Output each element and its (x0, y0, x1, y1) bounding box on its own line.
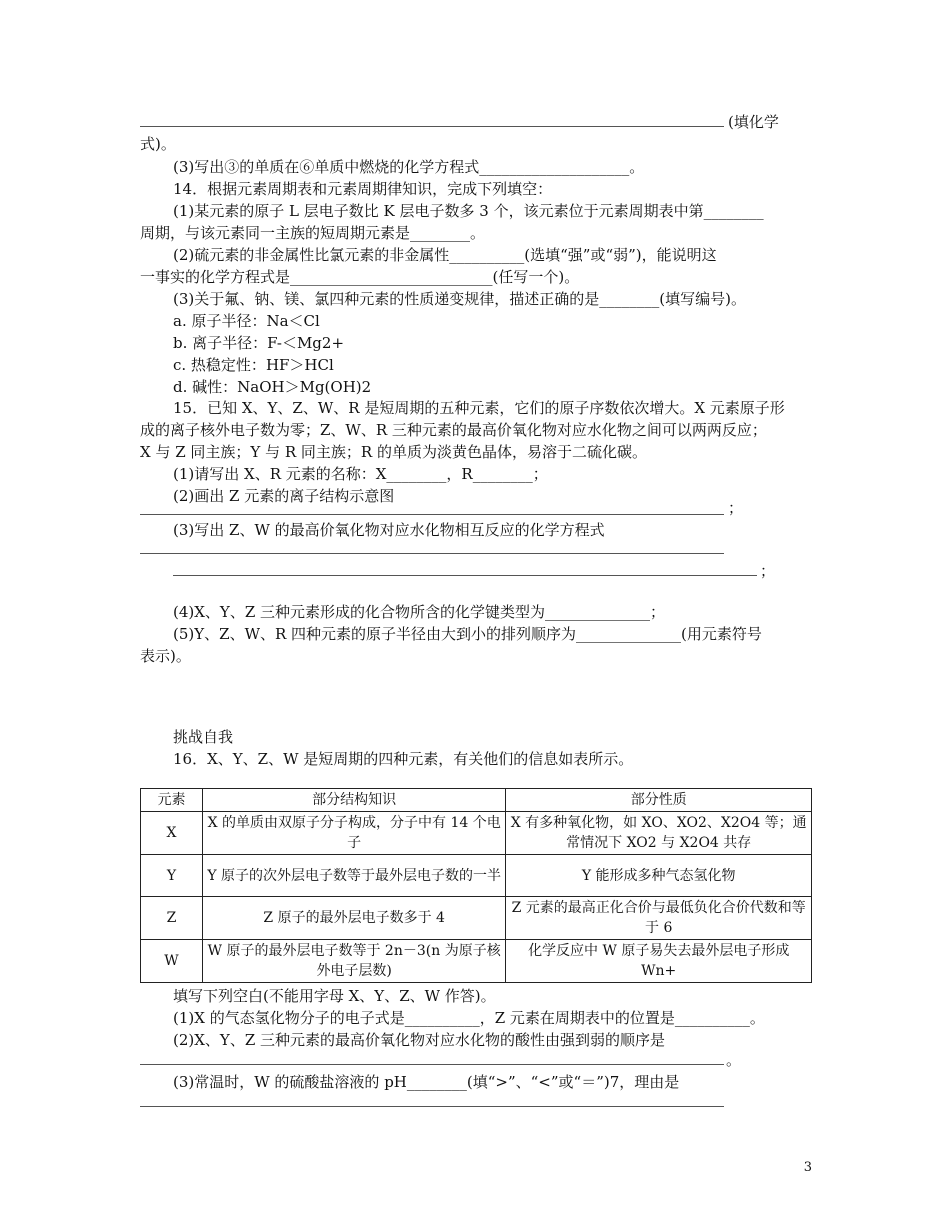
table-cell: Y (141, 855, 203, 897)
text-line: ； (760, 562, 776, 580)
table-cell: W 原子的最外层电子数等于 2n－3(n 为原子核外电子层数) (202, 940, 506, 983)
text-line: 填写下列空白(不能用字母 X、Y、Z、W 作答)。 (173, 987, 496, 1005)
table-cell: Z 原子的最外层电子数多于 4 (202, 897, 506, 940)
question-16-stem: 16．X、Y、Z、W 是短周期的四种元素，有关他们的信息如表所示。 (173, 750, 634, 768)
option-d: d. 碱性：NaOH＞Mg(OH)2 (173, 378, 372, 396)
text-line: 周期，与该元素同一主族的短周期元素是________。 (140, 224, 486, 242)
table-cell: X 的单质由双原子分子构成，分子中有 14 个电子 (202, 812, 506, 855)
table-row (141, 812, 812, 855)
table-cell: 化学反应中 W 原子易失去最外层电子形成 Wn+ (506, 940, 812, 983)
text-line: (4)X、Y、Z 三种元素形成的化合物所含的化学键类型为______________； (173, 603, 666, 621)
option-b: b. 离子半径：F-＜Mg2+ (173, 334, 345, 352)
text-line: 。 (726, 1051, 742, 1069)
text-line: (5)Y、Z、W、R 四种元素的原子半径由大到小的排列顺序为______________(用元素符号 (173, 625, 762, 643)
text-line: (2)硫元素的非金属性比氯元素的非金属性__________(选填“强”或“弱”)，能说明这 (173, 246, 717, 264)
table-header: 部分结构知识 (202, 789, 506, 812)
table-cell: Z 元素的最高正化合价与最低负化合价代数和等于 6 (506, 897, 812, 940)
text-line: (2)画出 Z 元素的离子结构示意图 (173, 487, 395, 505)
text-line: 式)。 (140, 135, 176, 153)
text-line: ； (728, 499, 744, 517)
table-cell: W (141, 940, 203, 983)
text-line: (2)X、Y、Z 三种元素的最高价氧化物对应水化物的酸性由强到弱的顺序是 (173, 1031, 666, 1049)
table-row (141, 940, 812, 983)
text-line: (3)常温时，W 的硫酸盐溶液的 pH________(填“>”、“<”或“＝”)7，理由是 (173, 1073, 680, 1091)
answer-blank (140, 514, 724, 515)
option-a: a. 原子半径：Na＜Cl (173, 312, 320, 330)
section-heading: 挑战自我 (173, 728, 234, 746)
text-line: (3)关于氟、钠、镁、氯四种元素的性质递变规律，描述正确的是________(填写编号)。 (173, 290, 746, 308)
table-header: 元素 (141, 789, 203, 812)
table-header-row (141, 789, 812, 812)
text-line: (3)写出 Z、W 的最高价氧化物对应水化物相互反应的化学方程式 (173, 521, 605, 539)
question-14-stem: 14．根据元素周期表和元素周期律知识，完成下列填空： (173, 180, 553, 198)
text-line: (1)X 的气态氢化物分子的电子式是__________，Z 元素在周期表中的位置是__________。 (173, 1009, 765, 1027)
text-line: (1)请写出 X、R 元素的名称：X________，R________； (173, 465, 548, 483)
text-line: (填化学 (728, 113, 779, 131)
answer-blank (140, 1064, 724, 1065)
table-cell: Z (141, 897, 203, 940)
text-line: (3)写出③的单质在⑥单质中燃烧的化学方程式____________________。 (173, 158, 645, 176)
answer-blank (140, 553, 724, 554)
table-cell: X 有多种氧化物，如 XO、XO2、X2O4 等；通常情况下 XO2 与 X2O4 共存 (506, 812, 812, 855)
option-c: c. 热稳定性：HF＞HCl (173, 356, 334, 374)
answer-blank (140, 126, 724, 127)
table-row (141, 855, 812, 897)
question-15-stem: 15．已知 X、Y、Z、W、R 是短周期的五种元素，它们的原子序数依次增大。X 元素原子形 (173, 399, 785, 417)
text-line: 表示)。 (140, 647, 191, 665)
table-header: 部分性质 (506, 789, 812, 812)
answer-blank (173, 575, 757, 576)
text-line: (1)某元素的原子 L 层电子数比 K 层电子数多 3 个，该元素位于元素周期表中第________ (173, 202, 764, 220)
text-line: 成的离子核外电子数为零；Z、W、R 三种元素的最高价氧化物对应水化物之间可以两两反应； (140, 421, 767, 439)
answer-blank (140, 1106, 724, 1107)
table-cell: Y 原子的次外层电子数等于最外层电子数的一半 (202, 855, 506, 897)
text-line: 一事实的化学方程式是___________________________(任写一个)。 (140, 268, 580, 286)
table-row (141, 897, 812, 940)
table-cell: X (141, 812, 203, 855)
page-number: 3 (803, 1160, 812, 1175)
element-info-table (140, 788, 812, 983)
text-line: X 与 Z 同主族；Y 与 R 同主族；R 的单质为淡黄色晶体，易溶于二硫化碳。 (140, 443, 647, 461)
table-cell: Y 能形成多种气态氢化物 (506, 855, 812, 897)
